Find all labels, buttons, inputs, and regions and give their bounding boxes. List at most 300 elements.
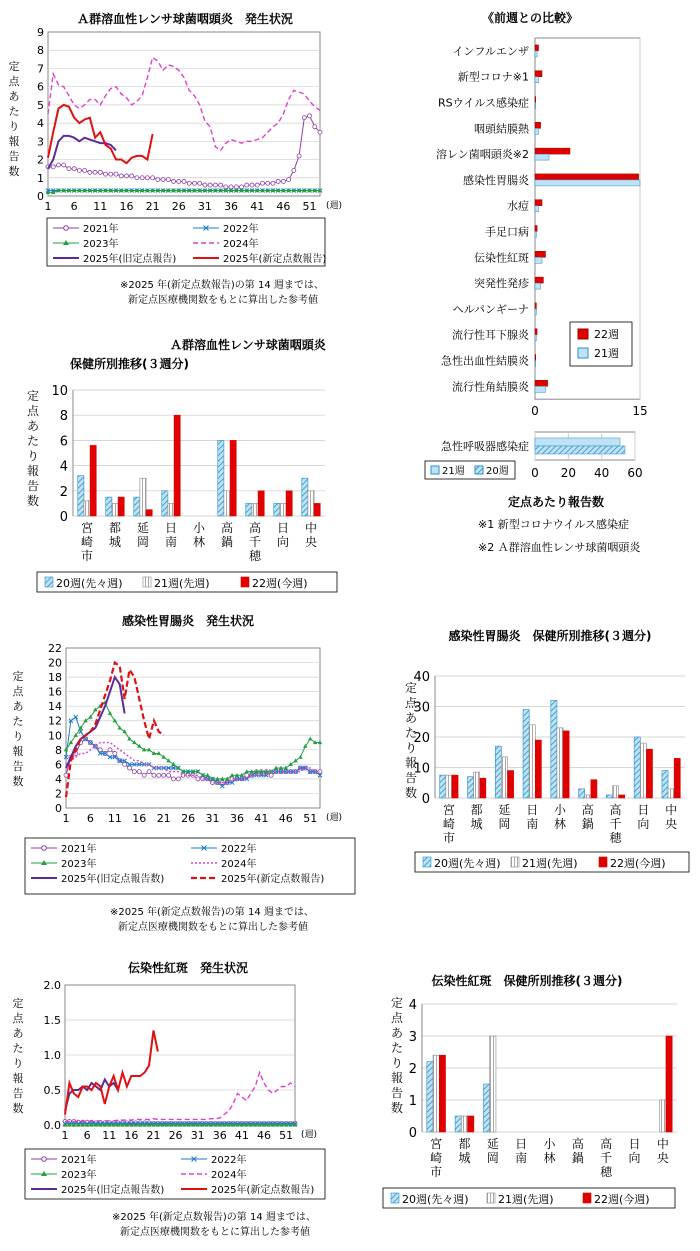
y-axis-label-char: 定 [12,670,24,683]
fifth_weekly-chart [13,960,326,1199]
y-axis-label-char: 数 [12,775,24,788]
data-point [182,179,186,183]
bar [563,731,569,798]
legend-label: 21週(先週) [522,857,578,870]
x-tick-label: 1 [44,200,52,213]
y-tick-label: 0 [55,802,62,815]
x-tick-label-char: 千 [248,535,262,549]
y-tick-label: 4 [37,117,44,131]
x-tick-label-char: 穂 [248,549,262,563]
x-tick-label-char: 延 [136,521,150,535]
bar-22 [535,380,548,386]
data-point [135,176,139,180]
legend-label: 20週 [486,466,509,477]
y-tick-label: 16 [48,685,62,699]
category-宮崎市 [78,445,96,563]
x-tick-label-char: 延 [486,1137,499,1151]
category-高鍋 [572,1136,584,1165]
y-tick-label: 3 [408,1030,417,1045]
data-point [145,176,149,180]
legend-label: 20週(先々週) [56,577,123,590]
y-axis-label-char: 点 [8,75,20,88]
x-tick-label: 21 [156,812,171,825]
footnote: ※1 新型コロナウイルス感染症 [478,518,630,531]
data-point [250,183,254,187]
legend-swatch [431,466,439,474]
y-axis-label-char: 数 [12,1102,24,1115]
y-axis-label-char: 告 [404,771,418,785]
bar [480,778,486,798]
data-point [77,168,81,172]
bar [439,1055,445,1132]
x-tick-label: 41 [250,200,265,213]
legend-label: 2024年 [221,859,257,870]
data-point [203,183,207,187]
x-tick-label [471,802,483,831]
category-label: 溶レン菌咽頭炎※2 [436,148,529,162]
legend-label: 2024年 [211,1170,247,1181]
strep-weekly-note [120,278,324,306]
x-tick-label-char: 延 [498,803,511,817]
y-axis-label-char: 数 [8,165,20,178]
x-tick-label [81,521,93,563]
category-宮崎市 [427,1055,446,1179]
x-tick-label: 46 [257,1129,272,1142]
legend-swatch [487,1193,495,1203]
y-tick-label: 2 [37,153,44,167]
y-tick-label: 6 [59,434,68,450]
bar [118,497,124,516]
data-point [260,181,264,185]
y-axis-label-char: た [12,715,24,728]
y-axis-label-char: 報 [26,464,40,478]
y-tick-label: 0 [408,1126,417,1141]
data-point [192,181,196,185]
x-tick-label [458,1136,470,1165]
legend [37,572,337,592]
category-日南 [515,1137,527,1165]
x-tick-label: 36 [212,1129,227,1142]
bar [529,725,535,798]
bar [427,1062,433,1132]
y-tick-label: 3 [37,135,44,149]
x-tick-label [305,520,317,549]
plot-area [66,648,320,808]
data-point [93,170,97,174]
row-ヘルパンギーナ [453,303,537,316]
y-tick-label: 4 [408,998,417,1013]
legend-swatch [423,857,431,867]
data-point [51,165,55,169]
bar-22 [535,355,536,361]
x-tick-label-char: 高 [600,1137,613,1151]
bar [308,491,314,516]
gastro_hc-chart [405,628,689,872]
y-tick-label: 6 [37,80,44,94]
x-tick-label [657,1136,669,1165]
data-point [157,773,161,777]
y-tick-label: 10 [51,384,68,399]
x-tick-label [572,1136,584,1165]
x-tick-label-char: 日 [628,1137,641,1151]
x-tick-label-char: 崎 [430,1151,443,1165]
row-感染性胃腸炎 [463,173,640,187]
chart-title: 感染性胃腸炎 保健所別推移(３週分) [448,629,652,643]
row-突発性発疹 [474,276,543,290]
bar [591,780,597,798]
data-point [64,773,68,777]
x-axis-label: (週) [325,201,343,211]
data-point [137,770,141,774]
y-axis-label-char: あ [404,711,418,725]
category-日向 [628,1137,640,1165]
bar [619,795,625,798]
bar [535,740,541,798]
category-都城 [106,497,124,549]
bar [218,440,224,516]
bar [674,758,680,798]
y-axis-label-char: 点 [404,696,418,710]
legend-label: 20週(先々週) [434,857,501,870]
legend-label: 21週 [442,466,465,477]
y-axis-label-char: り [12,1057,24,1070]
bar [174,415,180,516]
bar [634,737,640,798]
y-axis-label [13,670,25,788]
bar-22 [535,148,570,154]
bar [440,775,446,798]
x-tick-label-char: 宮 [442,803,455,817]
x-tick-label-char: 央 [304,535,318,549]
x-tick-label-char: 高 [581,803,594,817]
x-tick-label-char: 日 [526,803,539,817]
x-tick-label-char: 城 [458,1151,471,1165]
legend-label: 21週 [594,347,619,360]
category-小林 [543,1137,556,1165]
legend-label: 2025年(旧定点報告数) [61,1185,165,1196]
bar [78,476,84,516]
x-tick-label-char: 城 [470,817,483,831]
data-point [245,183,249,187]
y-axis-label-char: 報 [8,135,20,148]
bar-21 [535,128,539,134]
x-tick-label: 0 [531,466,539,480]
x-tick-label-char: 城 [108,535,122,549]
category-都城 [468,772,486,831]
note-line-2: 新定点医療機関数をもとに算出した参考値 [128,295,318,306]
x-tick-label [249,520,262,563]
legend-swatch [475,466,483,474]
x-tick-label: 16 [132,812,147,825]
x-tick-label-char: 向 [628,1151,641,1165]
data-point [297,154,301,158]
y-axis-label-char: あ [390,1026,404,1040]
data-point [287,178,291,182]
category-延岡 [483,1036,498,1165]
chart-title: 《前週との比較》 [481,11,579,25]
note-line-2: 新定点医療機関数をもとに算出した参考値 [120,1227,310,1238]
legend-swatch [578,348,588,358]
bar [274,503,280,516]
legend-label: 2025年(新定点数報告) [221,874,325,885]
y-tick-label: 0 [421,792,430,807]
legend-marker [64,226,69,231]
data-point [130,174,134,178]
data-point [245,773,249,777]
x-tick-label-char: 都 [470,803,483,817]
bar [314,503,320,516]
bar [551,700,557,798]
y-axis-label-char: 告 [8,150,20,163]
bar [557,728,563,798]
x-tick-label: 1 [62,812,70,825]
x-tick-label: 51 [279,1129,294,1142]
x-tick-label: 6 [83,1129,91,1142]
y-axis-label-char: 数 [404,786,418,800]
bar-21 [535,180,640,186]
bar [660,1100,666,1132]
category-中央 [302,478,320,549]
legend-swatch [391,1193,399,1203]
x-tick-label-char: 林 [543,1151,556,1165]
legend-label: 2023年 [61,859,97,870]
data-point [128,766,132,770]
x-tick-label: 11 [102,1129,117,1142]
legend-label: 2025年(新定点数報告) [223,254,327,265]
x-tick-label-char: 市 [442,831,455,845]
ari-bar-21 [535,438,620,446]
y-tick-label: 14 [48,700,62,714]
row-水痘 [507,199,542,213]
y-tick-label: 8 [37,44,44,58]
category-高千穂 [606,786,624,845]
x-tick-label-char: 林 [192,535,206,549]
ari-category-label: 急性呼吸器感染症 [441,440,529,453]
x-tick-label [165,521,177,549]
y-axis-label-char: り [12,730,24,743]
x-tick-label-char: 市 [430,1165,443,1179]
x-tick-label: 46 [276,200,291,213]
category-日向 [634,737,652,831]
x-tick-label-char: 千 [609,817,622,831]
x-tick-label-char: 央 [665,817,678,831]
bar [646,749,652,798]
y-axis-label-char: あ [8,90,20,103]
category-高千穂 [600,1136,613,1179]
bar-22 [535,71,542,77]
data-point [72,167,76,171]
category-label: インフルエンザ [452,44,529,58]
y-tick-label: 2 [59,484,68,500]
y-axis-label-char: 告 [26,479,40,493]
x-tick-label [637,803,649,831]
category-宮崎市 [440,775,458,845]
y-axis-label-char: 数 [26,494,40,508]
x-tick-label [430,1137,442,1179]
y-tick-label: 0 [59,510,68,525]
x-tick-label [109,520,121,549]
y-axis-label-char: 定 [8,60,20,73]
x-tick-label-char: 岡 [136,535,150,549]
y-tick-label: 4 [59,459,68,475]
y-tick-label: 5 [37,98,44,112]
x-tick-label: 6 [70,200,78,213]
legend-label: 2022年 [221,844,257,855]
data-point [219,183,223,187]
legend-label: 2024年 [223,239,259,250]
compare-chart [425,10,648,554]
x-tick-label-char: 高 [609,803,622,817]
x-tick-label: 15 [632,404,648,419]
bar [452,775,458,798]
y-axis-label-char: あ [26,419,40,433]
x-tick-label-char: 南 [164,535,178,549]
data-point [302,116,306,120]
legend-label: 22週(今週) [594,1193,650,1206]
y-tick-label: 0 [37,190,44,203]
data-point [176,777,180,781]
ari-bar-20 [535,446,625,454]
x-tick-label [487,1137,499,1165]
legend-marker [42,846,47,851]
bar [224,491,230,516]
x-tick-label-char: 中 [656,1137,669,1151]
legend-label: 2023年 [61,1170,97,1181]
category-中央 [662,758,680,831]
y-tick-label: 18 [48,671,62,685]
x-tick-label [543,1137,556,1165]
data-point [98,170,102,174]
legend-swatch [241,577,249,587]
x-tick-label-char: 穂 [600,1165,613,1179]
bar [106,497,112,516]
y-axis-label-char: り [26,449,40,463]
x-tick-label: 36 [224,200,239,213]
legend-label: 2022年 [211,1155,247,1166]
x-tick-label: 26 [171,200,186,213]
legend-label: 2025年(新定点数報告) [211,1185,315,1196]
bar-21 [535,51,537,57]
x-tick-label-char: 都 [458,1137,471,1151]
y-axis-label-char: あ [12,700,24,713]
category-label: 急性出血性結膜炎 [441,354,529,368]
row-インフルエンザ [452,45,538,58]
bar-21 [535,232,536,238]
y-tick-label: 0.0 [43,1119,61,1132]
fifth-weekly-note [112,1210,316,1238]
data-point [255,183,259,187]
x-tick-label-char: 宮 [80,521,94,535]
chart-title: 伝染性紅斑 保健所別推移(３週分) [431,974,623,988]
x-tick-label-char: 高 [220,521,234,535]
bar [606,795,612,798]
y-tick-label: 20 [413,731,430,746]
category-label: 手足口病 [485,225,529,239]
x-tick-label: 11 [107,812,122,825]
y-tick-label: 12 [48,714,62,728]
x-axis-label: (週) [300,1130,318,1140]
bar-21 [535,335,536,341]
x-tick-label: 26 [181,812,196,825]
y-tick-label: 6 [55,758,62,772]
bar [490,1036,496,1132]
category-日南 [162,415,180,549]
x-tick-label-char: 小 [543,1137,556,1151]
y-axis-label-char: 定 [12,997,24,1010]
data-point [161,178,165,182]
x-tick-label: 31 [197,200,212,213]
y-tick-label: 8 [59,409,68,425]
data-point [271,181,275,185]
bar [640,743,646,798]
data-point [318,130,322,134]
data-point [276,179,280,183]
strep_weekly-chart [9,11,343,266]
data-point [147,770,151,774]
chart-title: Ａ群溶血性レンサ球菌咽頭炎 [170,338,326,352]
x-tick-label: 21 [146,1129,161,1142]
y-axis-label-char: 報 [404,756,418,770]
bar [579,789,585,798]
data-point [308,114,312,118]
y-axis-label-char: あ [12,1027,24,1040]
x-tick-label: 0 [531,404,539,419]
legend-swatch [45,577,53,587]
y-axis-label-char: た [404,726,418,740]
data-point [162,773,166,777]
bar [90,445,96,516]
legend [383,1188,675,1208]
bar [258,491,264,516]
data-point [140,176,144,180]
y-axis-label-char: た [8,105,20,118]
bar [230,440,236,516]
footnote: ※2 Ａ群溶血性レンサ球菌咽頭炎 [478,541,641,554]
y-axis-label-char: 定 [26,389,40,403]
bar-22 [535,303,536,309]
bar [162,491,168,516]
data-point [151,176,155,180]
x-tick-label-char: 央 [656,1151,669,1165]
legend-swatch [143,577,151,587]
x-tick-label [628,1137,640,1165]
category-label: 突発性発疹 [474,277,529,291]
bar [666,1036,672,1132]
bar-21 [535,309,536,315]
x-tick-label: 21 [145,200,160,213]
y-tick-label: 2 [408,1062,417,1077]
x-tick-label-char: 日 [637,803,650,817]
y-tick-label: 1.0 [43,1049,61,1062]
x-tick-label: 1 [61,1129,69,1142]
category-小林 [551,700,569,831]
bar [455,1116,461,1132]
x-tick-label [193,521,206,549]
bar [134,497,140,516]
bar-21 [535,154,549,160]
bar [523,710,529,798]
legend-swatch [583,1193,591,1203]
x-tick-label: 51 [303,812,318,825]
x-tick-label-char: 高 [248,521,262,535]
legend-label: 2025年(旧定点報告) [83,254,177,265]
data-point [281,179,285,183]
category-label: 流行性耳下腺炎 [452,328,529,342]
bar-22 [535,122,541,128]
category-高千穂 [246,491,264,563]
row-RSウイルス感染症 [438,96,536,110]
x-tick-label-char: 向 [637,817,650,831]
